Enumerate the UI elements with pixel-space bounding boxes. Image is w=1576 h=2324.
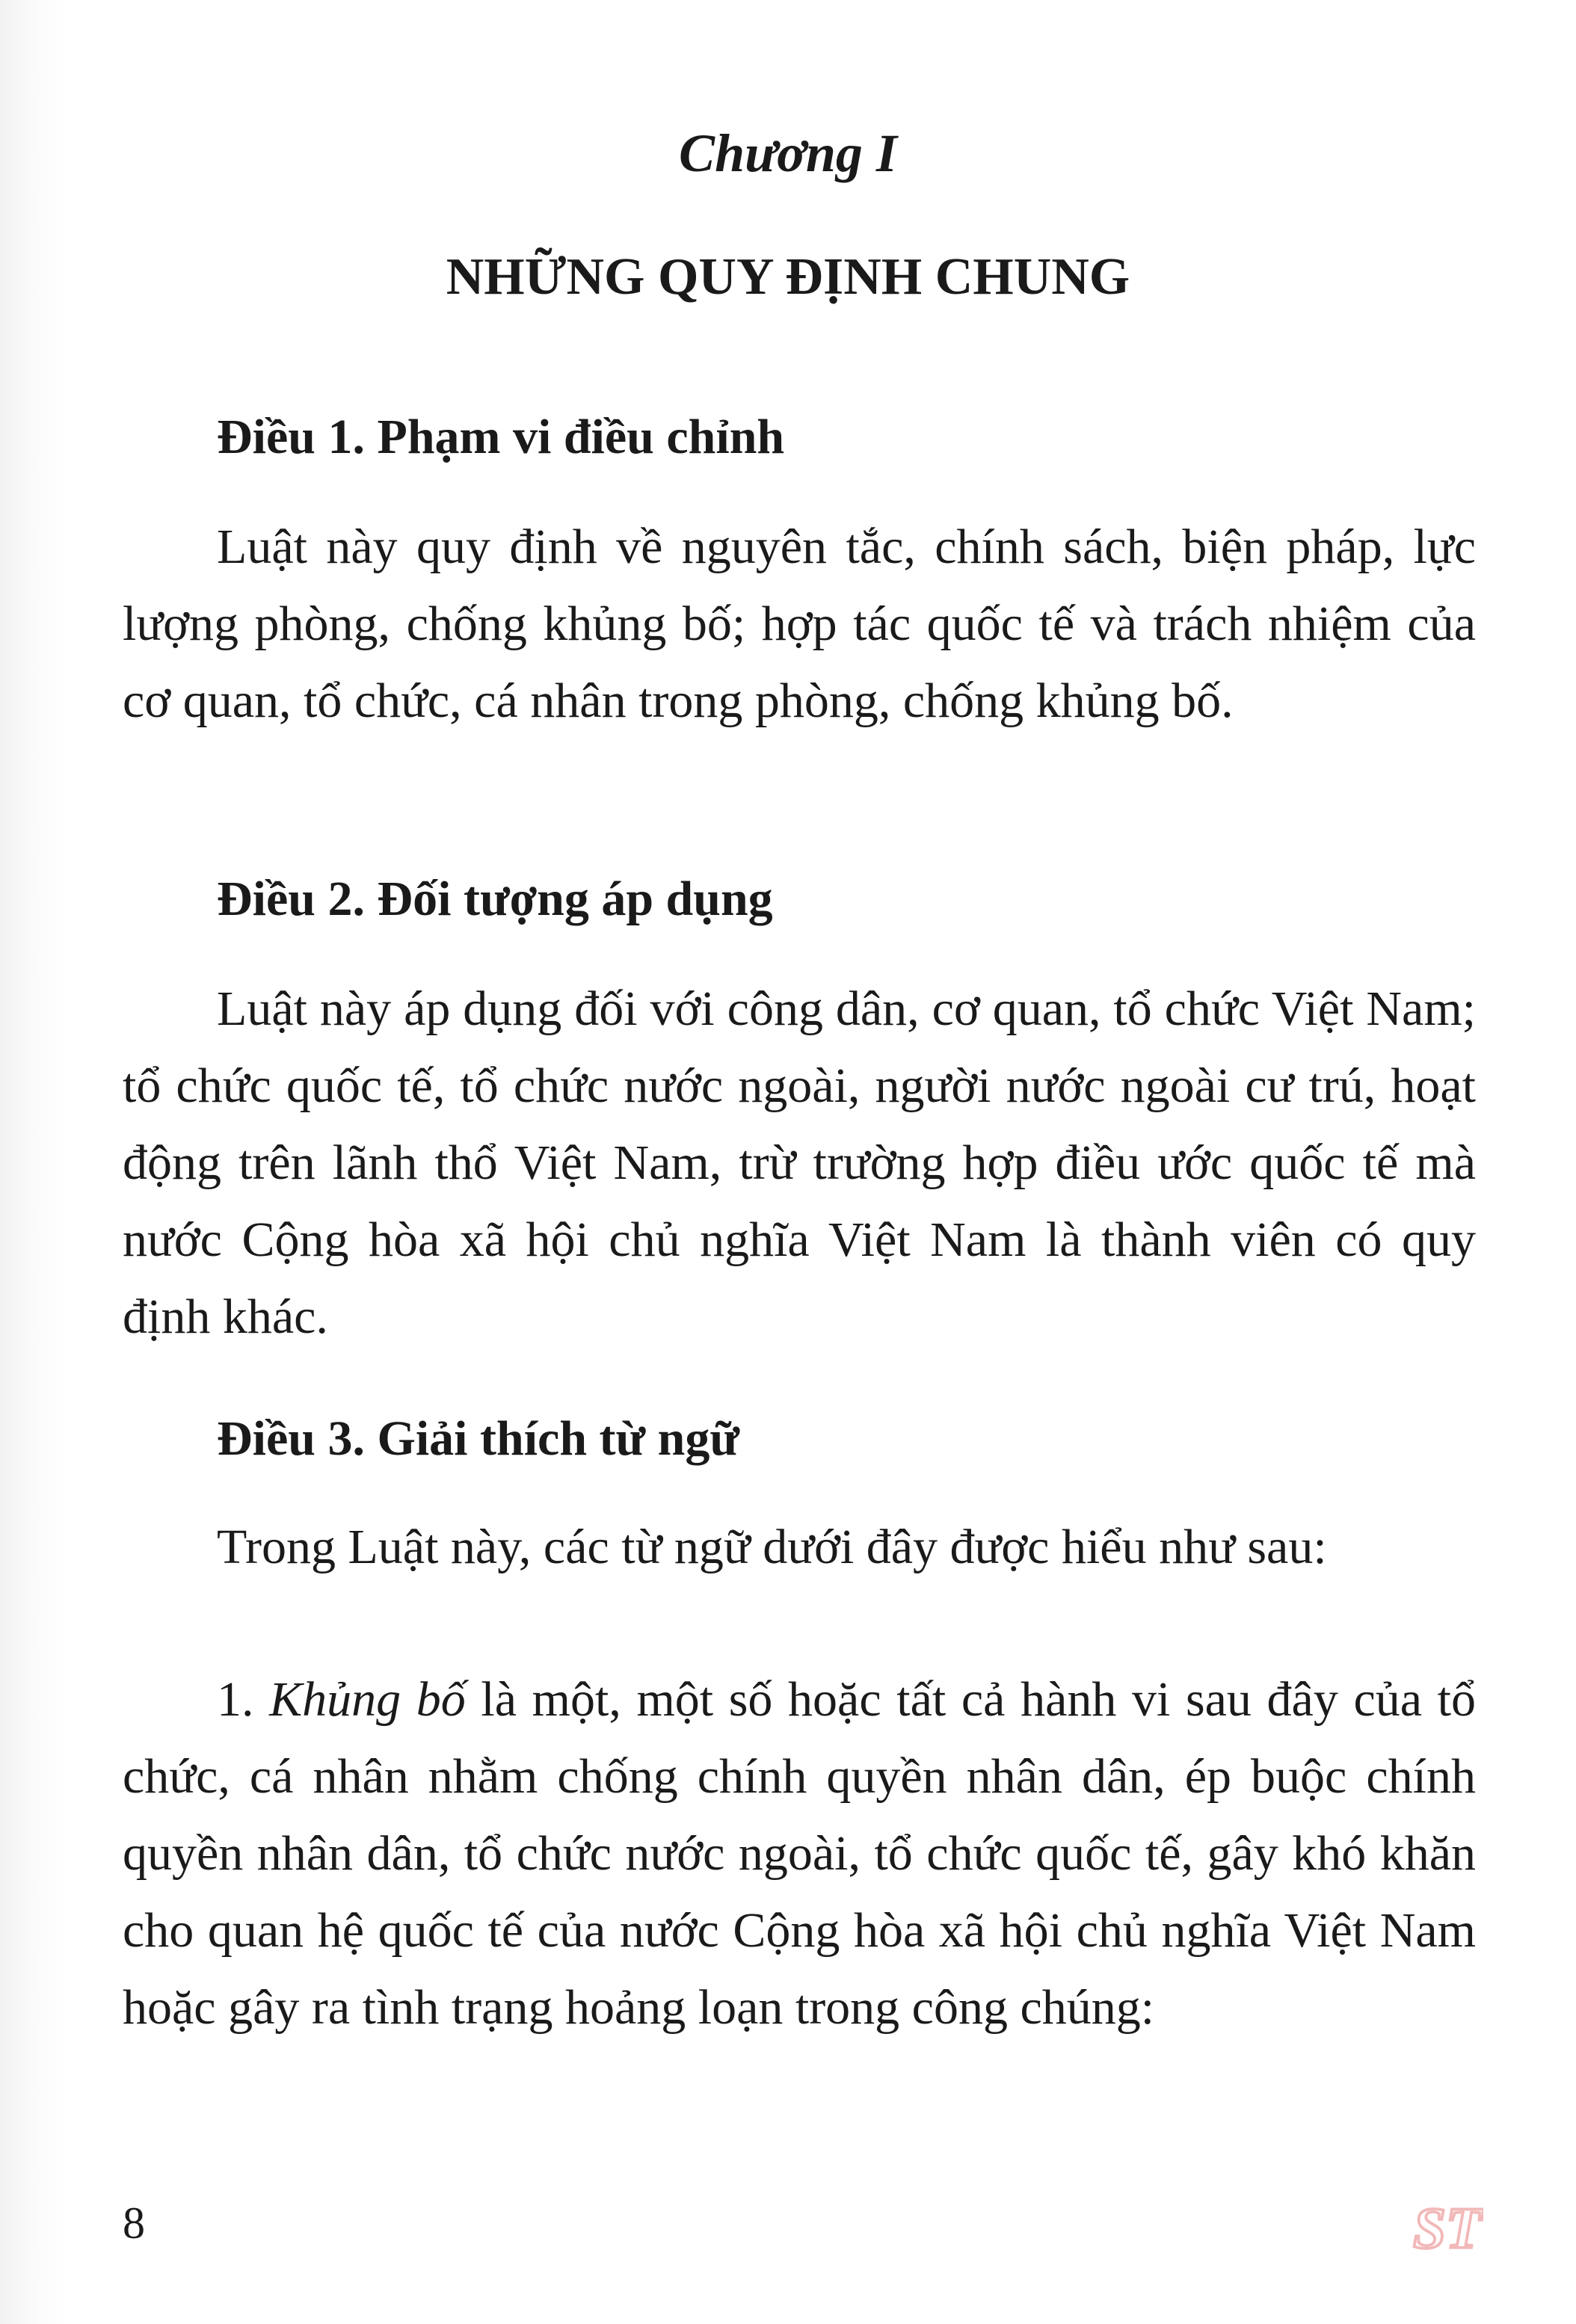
publisher-logo-mark: ST	[1413, 2195, 1482, 2261]
article-2-paragraph: Luật này áp dụng đối với công dân, cơ quan, tổ chức Việt Nam; tổ chức quốc tế, tổ chức nước ngoài, người nước ngoài cư trú, hoạt động trên lãnh thổ Việt Nam, trừ trường hợp điều ước quốc tế mà nước Cộng hòa xã hội chủ nghĩa Việt Nam là thành viên có quy định khác.	[123, 981, 1476, 1344]
publisher-logo	[1412, 2190, 1483, 2262]
definition-number: 1.	[217, 1672, 254, 1727]
chapter-label: Chương I	[679, 123, 897, 183]
definition-item-1	[123, 1661, 1476, 2046]
page-number: 8	[123, 2198, 145, 2248]
article-1-heading: Điều 1. Phạm vi điều chỉnh	[217, 410, 785, 464]
defined-term: Khủng bố	[269, 1672, 466, 1727]
chapter-title: NHỮNG QUY ĐỊNH CHUNG	[446, 248, 1130, 306]
article-2-heading: Điều 2. Đối tượng áp dụng	[217, 872, 773, 926]
article-1-paragraph: Luật này quy định về nguyên tắc, chính sách, biện pháp, lực lượng phòng, chống khủng bố; hợp tác quốc tế và trách nhiệm của cơ quan, tổ chức, cá nhân trong phòng, chống khủng bố.	[123, 520, 1476, 728]
article-3-heading: Điều 3. Giải thích từ ngữ	[217, 1411, 739, 1466]
definition-text: là một, một số hoặc tất cả hành vi sau đây của tổ chức, cá nhân nhằm chống chính quyền nhân dân, ép buộc chính quyền nhân dân, tổ chức nước ngoài, tổ chức quốc tế, gây khó khăn cho quan hệ quốc tế của nước Cộng hòa xã hội chủ nghĩa Việt Nam hoặc gây ra tình trạng hoảng loạn trong công chúng:	[123, 1672, 1477, 2035]
article-3-paragraph: Trong Luật này, các từ ngữ dưới đây được hiểu như sau:	[217, 1520, 1327, 1574]
